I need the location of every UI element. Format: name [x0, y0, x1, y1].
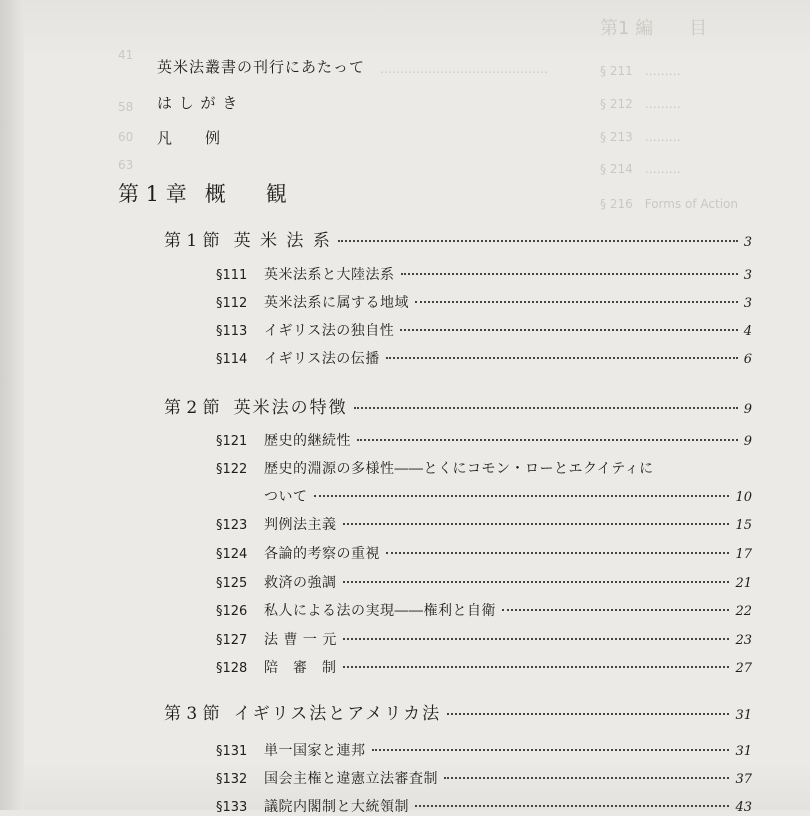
leader-dots — [357, 439, 738, 441]
chapter-heading[interactable] — [118, 178, 327, 208]
toc-item[interactable] — [216, 320, 752, 340]
toc-item[interactable] — [216, 514, 752, 534]
page-number: 17 — [735, 547, 752, 562]
section-number: 第 2 節 — [164, 398, 220, 418]
item-number: §125 — [216, 576, 248, 591]
toc-section[interactable] — [164, 699, 752, 724]
ghost-text: § 211 ……… — [600, 64, 681, 78]
item-number: §132 — [216, 772, 248, 787]
front-matter-item[interactable]: 英米法叢書の刊行にあたって — [157, 58, 366, 76]
item-title: イギリス法の独自性 — [264, 323, 395, 339]
item-title: 救済の強調 — [264, 575, 337, 591]
item-number: §128 — [216, 661, 248, 676]
toc-section[interactable] — [164, 393, 752, 418]
ghost-text: 60 — [118, 130, 134, 144]
page-number: 31 — [735, 744, 752, 759]
toc-item[interactable] — [216, 768, 752, 788]
item-number: §111 — [216, 268, 248, 283]
toc-item[interactable] — [216, 543, 752, 563]
item-number: §131 — [216, 744, 248, 759]
toc-item[interactable] — [216, 796, 752, 816]
item-title: 英米法系と大陸法系 — [264, 267, 395, 283]
leader-dots — [502, 609, 729, 611]
item-title: イギリス法の伝播 — [264, 351, 380, 367]
toc-item[interactable] — [216, 458, 752, 478]
page-number: 22 — [735, 604, 752, 619]
toc-item-continuation[interactable] — [264, 486, 752, 506]
toc-item[interactable] — [216, 600, 752, 620]
page-number: 3 — [743, 268, 752, 283]
page-number: 23 — [735, 633, 752, 648]
leader-dots — [386, 552, 729, 554]
item-title: 陪 審 制 — [264, 660, 337, 676]
toc-item[interactable] — [216, 629, 752, 649]
section-title: 英 米 法 系 — [233, 231, 332, 251]
leader-dots — [354, 407, 738, 409]
item-title: 判例法主義 — [264, 517, 337, 533]
ghost-text: 第1 編 目 — [600, 18, 708, 39]
toc-item[interactable] — [216, 657, 752, 677]
chapter-title: 概観 — [204, 182, 327, 206]
page-number: 15 — [735, 518, 752, 533]
section-number: 第 1 節 — [164, 231, 220, 251]
ghost-text: § 216 Forms of Action — [600, 197, 738, 211]
ghost-text: 63 — [118, 158, 134, 172]
item-title: 国会主権と違憲立法審査制 — [264, 771, 438, 787]
front-matter-item[interactable]: は し が き — [157, 94, 239, 112]
item-title: 歴史的淵源の多様性――とくにコモン・ローとエクイティに — [264, 461, 654, 477]
page-number: 9 — [743, 402, 752, 417]
item-number: §121 — [216, 434, 248, 449]
item-number: §112 — [216, 296, 248, 311]
page-number: 4 — [743, 324, 752, 339]
item-title: 法 曹 一 元 — [264, 632, 337, 648]
item-number: §122 — [216, 462, 248, 477]
item-title: 英米法系に属する地域 — [264, 295, 409, 311]
item-title-continuation: ついて — [264, 489, 308, 505]
item-number: §123 — [216, 518, 248, 533]
leader-dots — [401, 273, 738, 275]
ghost-text: …………………………………… — [380, 62, 548, 76]
section-number: 第 3 節 — [164, 704, 220, 724]
toc-item[interactable] — [216, 348, 752, 368]
toc-item[interactable] — [216, 740, 752, 760]
leader-dots — [343, 638, 730, 640]
leader-dots — [447, 713, 729, 715]
leader-dots — [343, 523, 730, 525]
leader-dots — [415, 301, 738, 303]
leader-dots — [343, 581, 730, 583]
leader-dots — [415, 805, 729, 807]
page-number: 9 — [743, 434, 752, 449]
page-number: 31 — [735, 708, 752, 723]
item-number: §124 — [216, 547, 248, 562]
ghost-text: 58 — [118, 100, 134, 114]
page-number: 37 — [735, 772, 752, 787]
page-number: 3 — [743, 296, 752, 311]
chapter-number: 第 1 章 — [118, 182, 187, 206]
page-number: 43 — [735, 800, 752, 815]
page-number: 21 — [735, 576, 752, 591]
toc-item[interactable] — [216, 572, 752, 592]
page-number: 10 — [735, 490, 752, 505]
ghost-text: § 214 ……… — [600, 162, 681, 176]
leader-dots — [386, 357, 738, 359]
leader-dots — [338, 240, 738, 242]
section-title: イギリス法とアメリカ法 — [233, 704, 442, 724]
item-number: §133 — [216, 800, 248, 815]
leader-dots — [314, 495, 730, 497]
page-number: 27 — [735, 661, 752, 676]
item-title: 歴史的継続性 — [264, 433, 351, 449]
leader-dots — [444, 777, 729, 779]
ghost-text: 41 — [118, 48, 134, 62]
item-number: §127 — [216, 633, 248, 648]
ghost-text: § 213 ……… — [600, 130, 681, 144]
toc-item[interactable] — [216, 264, 752, 284]
item-title: 私人による法の実現――権利と自衛 — [264, 603, 496, 619]
page-number: 6 — [743, 352, 752, 367]
item-number: §114 — [216, 352, 248, 367]
leader-dots — [400, 329, 737, 331]
page-number: 3 — [743, 235, 752, 250]
toc-section[interactable] — [164, 226, 752, 251]
item-title: 議院内閣制と大統領制 — [264, 799, 409, 815]
page-edge — [0, 0, 24, 810]
toc-item[interactable] — [216, 292, 752, 312]
ghost-text: § 212 ……… — [600, 97, 681, 111]
item-title: 単一国家と連邦 — [264, 743, 366, 759]
leader-dots — [372, 749, 730, 751]
toc-item[interactable] — [216, 430, 752, 450]
item-number: §126 — [216, 604, 248, 619]
leader-dots — [343, 666, 730, 668]
front-matter-item[interactable]: 凡 例 — [157, 129, 222, 147]
item-number: §113 — [216, 324, 248, 339]
item-title: 各論的考察の重視 — [264, 546, 380, 562]
section-title: 英米法の特徴 — [233, 398, 348, 418]
